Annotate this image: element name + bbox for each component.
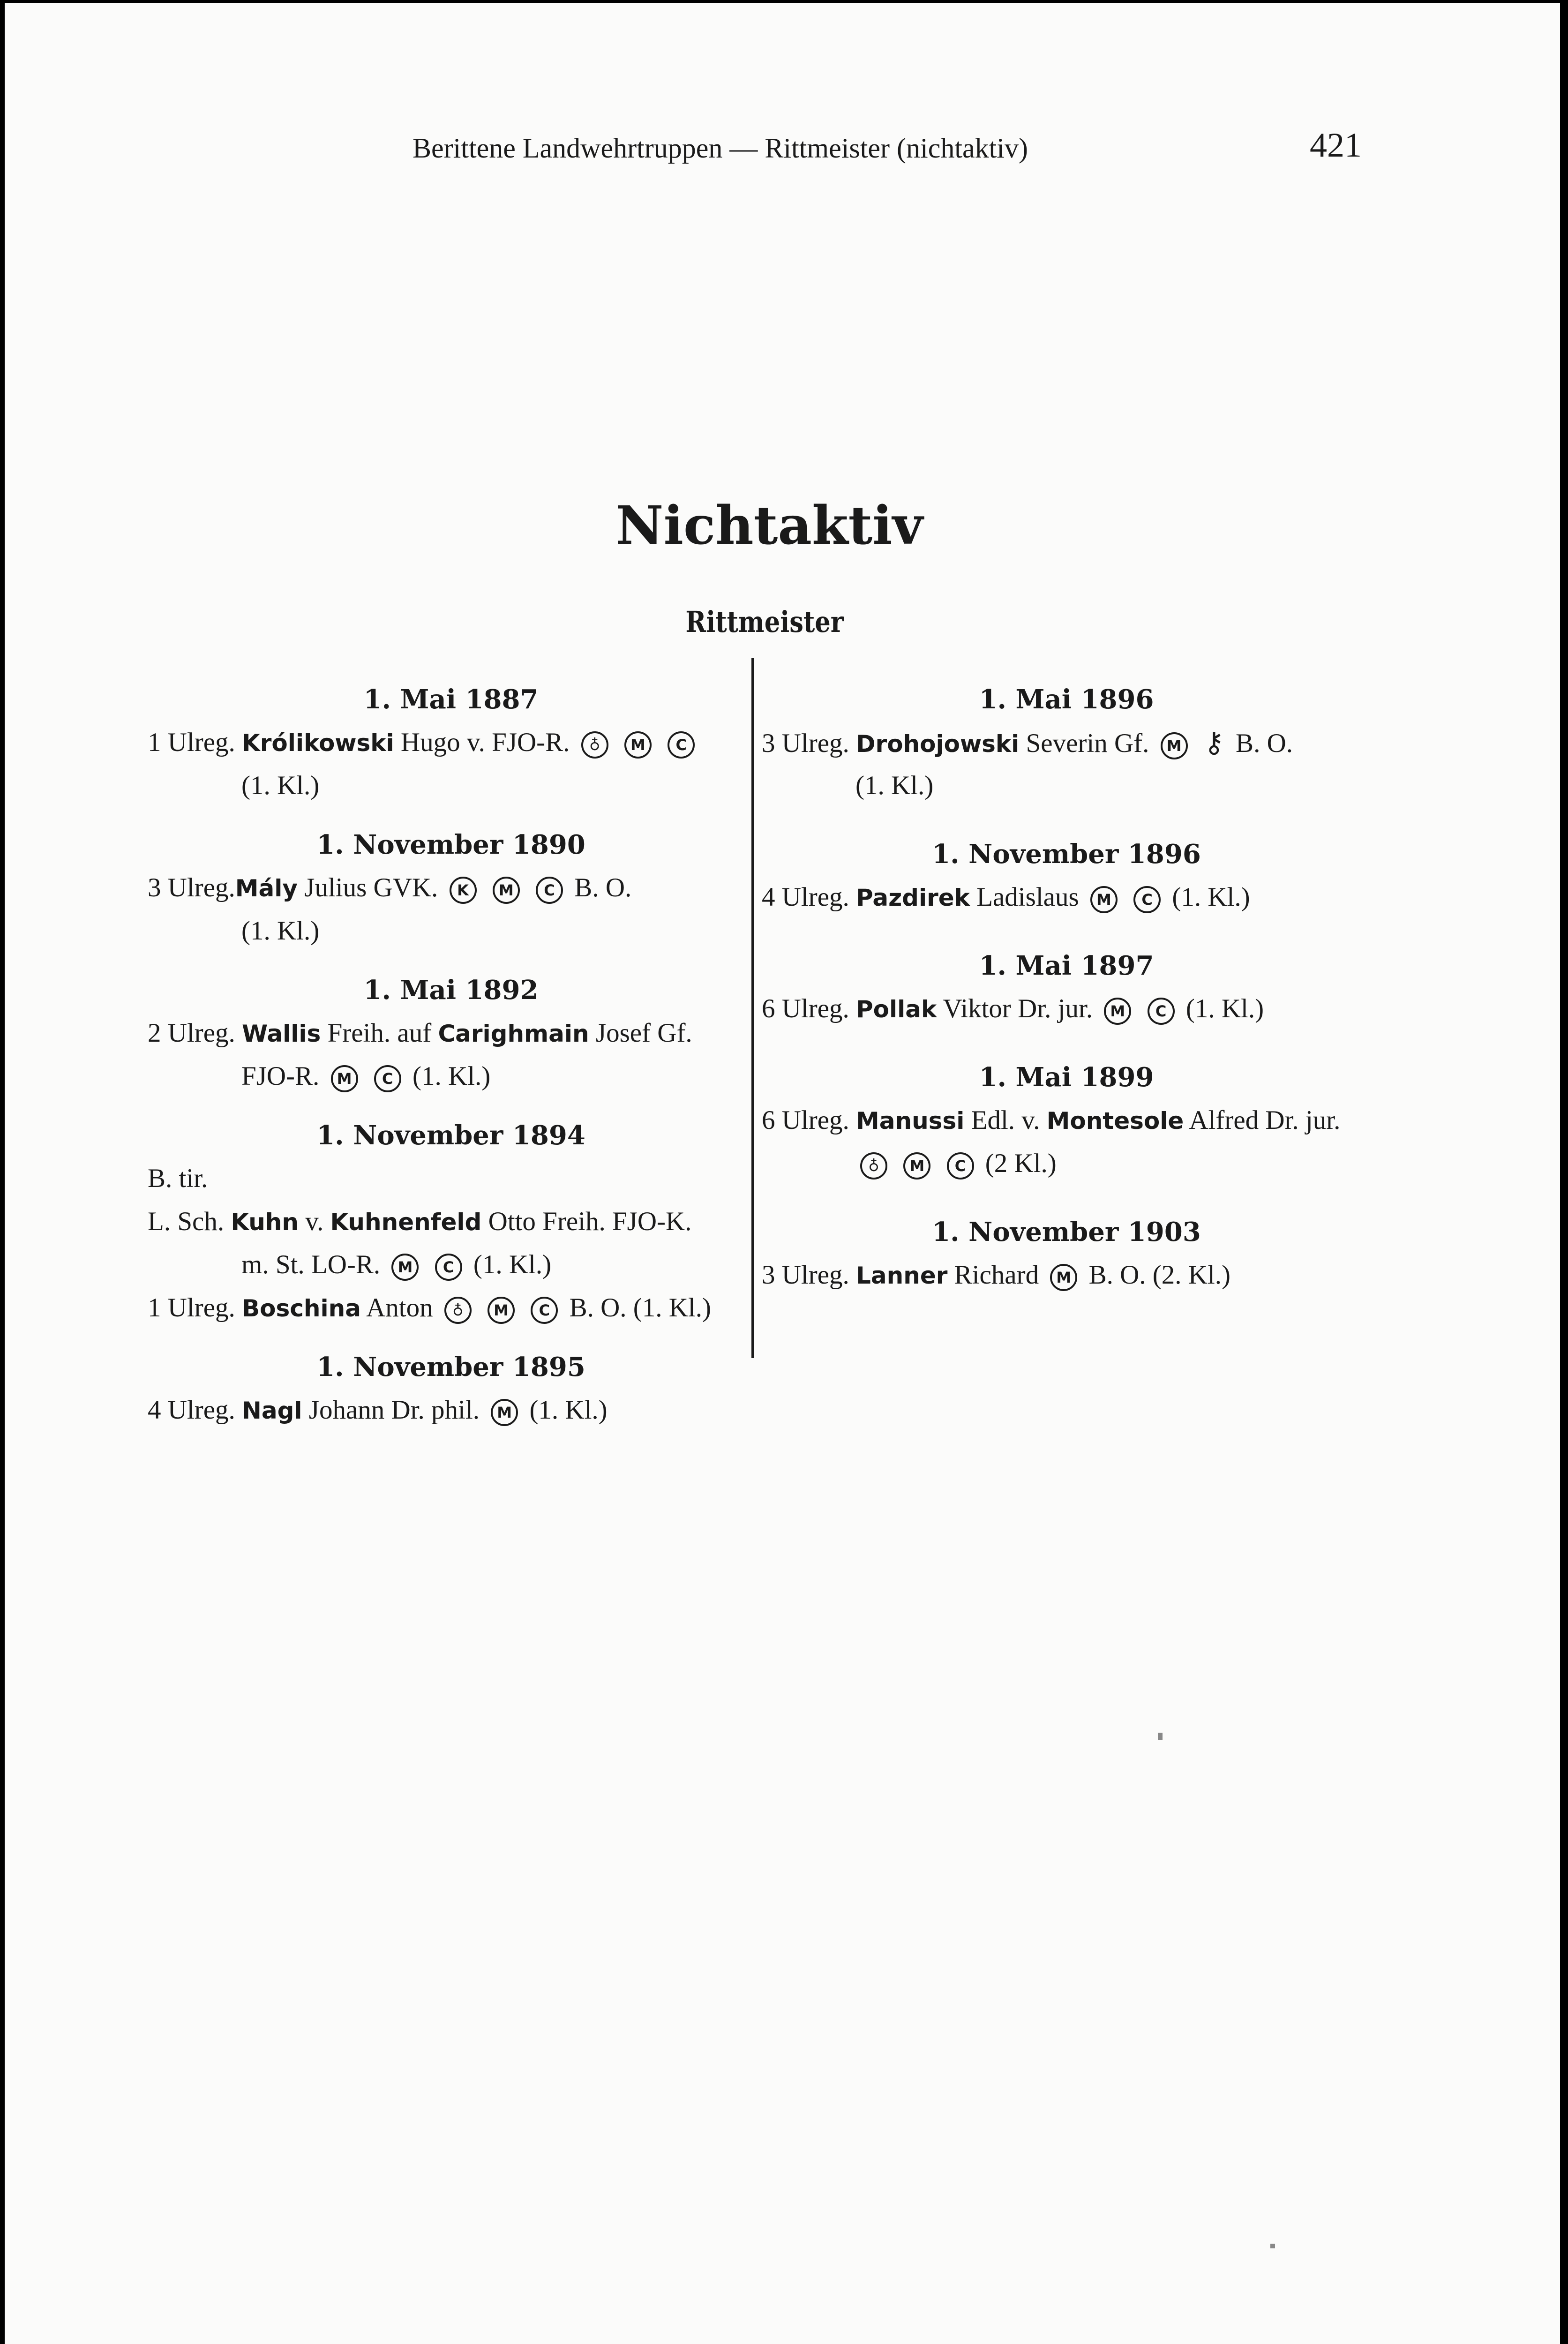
list-item — [148, 1286, 754, 1330]
left-column — [148, 678, 754, 1432]
date-heading: 1. November 1894 — [316, 1120, 585, 1151]
cross-C-icon: C — [531, 1297, 558, 1324]
scan-speck — [1158, 1733, 1163, 1740]
list-item — [762, 876, 1371, 919]
circled-K-icon: K — [450, 877, 477, 904]
surname: Lanner — [856, 1262, 948, 1289]
entry-text: Freih. auf — [321, 1018, 438, 1048]
medal-M-icon: M — [624, 731, 652, 759]
order-cross-icon: ♁ — [444, 1297, 472, 1324]
date-heading: 1. November 1896 — [932, 839, 1201, 870]
medal-M-icon: M — [1161, 732, 1188, 759]
entry-text: Severin Gf. — [1019, 729, 1149, 758]
entry-text: (1. Kl.) — [1165, 882, 1250, 912]
list-item — [762, 1099, 1371, 1185]
list-item — [148, 1200, 754, 1286]
section-title: Nichtaktiv — [615, 495, 923, 556]
entry-text: m. St. LO-R. — [241, 1250, 381, 1279]
cross-C-icon: C — [374, 1065, 401, 1092]
section-subtitle: Rittmeister — [685, 605, 844, 639]
list-item — [762, 987, 1371, 1030]
cross-C-icon: C — [536, 877, 563, 904]
group-label: B. tir. — [148, 1164, 208, 1193]
surname: Kuhnenfeld — [330, 1209, 482, 1236]
regiment: 1 Ulreg. — [148, 728, 235, 757]
entry-text: Alfred Dr. jur. — [1184, 1105, 1341, 1135]
date-heading: 1. Mai 1892 — [363, 975, 539, 1006]
surname: Wallis — [242, 1020, 321, 1047]
surname: Boschina — [242, 1295, 361, 1322]
medal-M-icon: M — [331, 1065, 358, 1092]
cross-C-icon: C — [947, 1152, 974, 1180]
cross-C-icon: C — [435, 1254, 462, 1281]
cross-C-icon: C — [1148, 998, 1175, 1025]
cross-C-icon: C — [668, 731, 695, 759]
entry-text: Ladislaus — [969, 882, 1079, 912]
date-heading: 1. Mai 1897 — [979, 950, 1154, 981]
entry-text: Julius GVK. — [298, 873, 438, 902]
entry-text: Hugo v. FJO-R. — [394, 728, 570, 757]
entry-text: Anton — [360, 1293, 433, 1322]
list-item — [762, 1254, 1371, 1297]
entry-text: Edl. v. — [964, 1105, 1047, 1135]
surname: Manussi — [856, 1107, 965, 1134]
list-item — [148, 1389, 754, 1432]
list-item — [148, 721, 754, 807]
surname: Carighmain — [438, 1020, 589, 1047]
medal-M-icon: M — [493, 877, 520, 904]
entry-text: (1. Kl.) — [405, 1061, 491, 1091]
cross-C-icon: C — [1133, 886, 1161, 913]
entry-text: B. O. — [568, 873, 632, 902]
date-heading: 1. Mai 1896 — [979, 684, 1154, 715]
surname: Kuhn — [231, 1209, 299, 1236]
regiment: 4 Ulreg. — [148, 1395, 235, 1425]
entry-text: Johann Dr. phil. — [302, 1395, 480, 1425]
regiment: 1 Ulreg. — [148, 1293, 235, 1322]
regiment: 3 Ulreg. — [148, 873, 235, 902]
entry-text: Richard — [947, 1260, 1039, 1290]
medal-M-icon: M — [391, 1254, 419, 1281]
entry-text: B. O. — [1229, 729, 1293, 758]
medal-M-icon: M — [1104, 998, 1131, 1025]
right-column — [762, 678, 1371, 1297]
running-header: Berittene Landwehrtruppen — Rittmeister (nichtaktiv) — [413, 133, 1028, 164]
entry-text: B. O. (1. Kl.) — [563, 1293, 711, 1322]
regiment: 2 Ulreg. — [148, 1018, 235, 1048]
surname: Nagl — [242, 1397, 302, 1424]
surname: Pollak — [856, 996, 937, 1023]
regiment: 3 Ulreg. — [762, 729, 849, 758]
scan-speck — [1270, 2244, 1275, 2248]
list-item — [148, 866, 754, 953]
entry-text: (1. Kl.) — [241, 771, 320, 800]
date-heading: 1. November 1890 — [316, 829, 585, 860]
date-heading: 1. Mai 1887 — [363, 684, 539, 715]
regiment: 4 Ulreg. — [762, 882, 849, 912]
entry-text: (2 Kl.) — [978, 1149, 1057, 1178]
list-item — [762, 721, 1371, 807]
regiment: 6 Ulreg. — [762, 994, 849, 1023]
key-icon: ⚷ — [1203, 726, 1224, 759]
medal-M-icon: M — [1090, 886, 1118, 913]
regiment: L. Sch. — [148, 1207, 225, 1236]
surname: Pazdirek — [856, 884, 970, 911]
entry-text: v. — [298, 1207, 330, 1236]
entry-text: (1. Kl.) — [855, 771, 934, 800]
regiment: 6 Ulreg. — [762, 1105, 849, 1135]
surname: Królikowski — [242, 729, 394, 757]
order-cross-icon: ♁ — [860, 1152, 887, 1180]
entry-text: B. O. (2. Kl.) — [1082, 1260, 1230, 1290]
medal-M-icon: M — [491, 1399, 518, 1426]
entry-text: (1. Kl.) — [523, 1395, 608, 1425]
medal-M-icon: M — [1050, 1264, 1077, 1291]
entry-text: Otto Freih. FJO-K. — [481, 1207, 692, 1236]
surname: Montesole — [1046, 1107, 1184, 1134]
page-number: 421 — [1310, 126, 1362, 165]
regiment: 3 Ulreg. — [762, 1260, 849, 1290]
surname: Mály — [235, 875, 298, 902]
entry-text: (1. Kl.) — [241, 916, 320, 946]
entry-text: (1. Kl.) — [466, 1250, 552, 1279]
entry-text: FJO-R. — [241, 1061, 320, 1091]
medal-M-icon: M — [903, 1152, 930, 1180]
date-heading: 1. Mai 1899 — [979, 1062, 1154, 1093]
date-heading: 1. November 1895 — [316, 1352, 585, 1382]
entry-text: Viktor Dr. jur. — [937, 994, 1093, 1023]
order-cross-icon: ♁ — [581, 731, 608, 759]
medal-M-icon: M — [488, 1297, 515, 1324]
entry-text: Josef Gf. — [589, 1018, 692, 1048]
date-heading: 1. November 1903 — [932, 1217, 1201, 1247]
surname: Drohojowski — [856, 730, 1020, 758]
entry-text: (1. Kl.) — [1179, 994, 1264, 1023]
list-item — [148, 1012, 754, 1098]
page — [5, 3, 1560, 2344]
